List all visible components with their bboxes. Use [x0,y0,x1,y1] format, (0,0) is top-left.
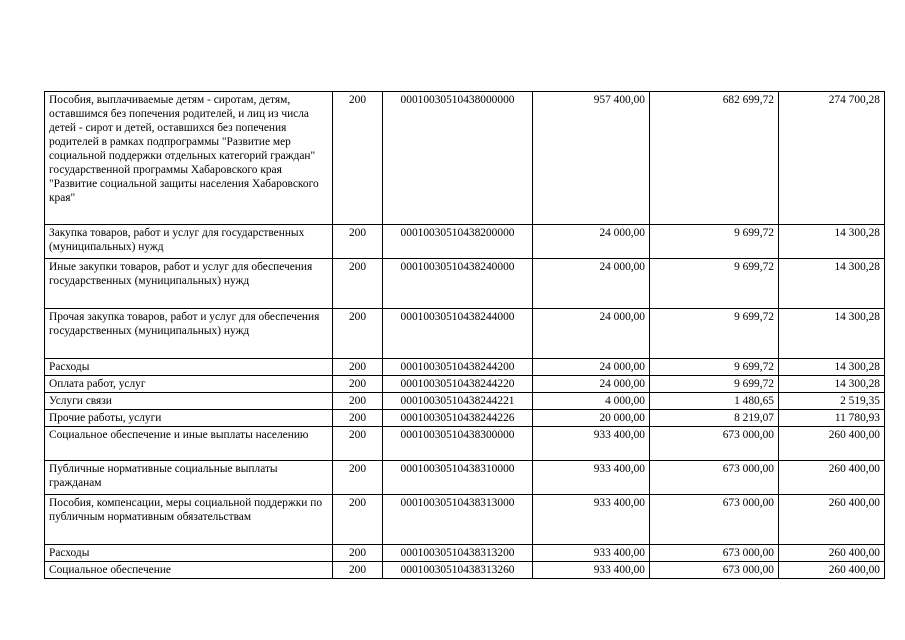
row-executed-amount: 9 699,72 [650,259,779,309]
row-line-code: 200 [333,461,383,495]
row-approved-amount: 24 000,00 [533,376,650,393]
row-classification-code: 00010030510438313000 [383,495,533,545]
table-row [45,309,885,359]
table-row [45,376,885,393]
row-classification-code: 00010030510438200000 [383,225,533,259]
table-row [45,393,885,410]
row-classification-code: 00010030510438000000 [383,92,533,225]
row-unexecuted-amount: 274 700,28 [779,92,885,225]
row-executed-amount: 9 699,72 [650,359,779,376]
row-approved-amount: 933 400,00 [533,461,650,495]
row-classification-code: 00010030510438244220 [383,376,533,393]
row-approved-amount: 957 400,00 [533,92,650,225]
table-row [45,225,885,259]
table-row [45,495,885,545]
row-executed-amount: 9 699,72 [650,309,779,359]
row-unexecuted-amount: 260 400,00 [779,461,885,495]
row-name: Прочая закупка товаров, работ и услуг для обеспечения государственных (муниципальных) нужд [45,309,333,359]
row-line-code: 200 [333,259,383,309]
budget-execution-table [44,91,885,579]
row-approved-amount: 24 000,00 [533,259,650,309]
table-row [45,410,885,427]
row-classification-code: 00010030510438240000 [383,259,533,309]
row-name: Пособия, выплачиваемые детям - сиротам, детям, оставшимся без попечения родителей, и лиц из числа детей - сирот и детей, оставшихся без попечения родителей в рамках подпрограммы "Развитие мер социальной поддержки отдельных категорий граждан" государственной программы Хабаровского края "Развитие социальной защиты населения Хабаровского края" [45,92,333,225]
row-name: Пособия, компенсации, меры социальной поддержки по публичным нормативным обязательствам [45,495,333,545]
row-line-code: 200 [333,92,383,225]
row-executed-amount: 682 699,72 [650,92,779,225]
row-name: Услуги связи [45,393,333,410]
row-name: Социальное обеспечение [45,562,333,579]
row-line-code: 200 [333,427,383,461]
row-line-code: 200 [333,545,383,562]
row-executed-amount: 9 699,72 [650,225,779,259]
row-executed-amount: 673 000,00 [650,545,779,562]
row-unexecuted-amount: 260 400,00 [779,562,885,579]
row-unexecuted-amount: 14 300,28 [779,259,885,309]
row-approved-amount: 933 400,00 [533,545,650,562]
row-unexecuted-amount: 14 300,28 [779,376,885,393]
row-unexecuted-amount: 260 400,00 [779,545,885,562]
row-classification-code: 00010030510438300000 [383,427,533,461]
row-approved-amount: 20 000,00 [533,410,650,427]
row-unexecuted-amount: 14 300,28 [779,309,885,359]
row-approved-amount: 24 000,00 [533,309,650,359]
row-line-code: 200 [333,309,383,359]
row-classification-code: 00010030510438244000 [383,309,533,359]
row-unexecuted-amount: 2 519,35 [779,393,885,410]
row-name: Закупка товаров, работ и услуг для государственных (муниципальных) нужд [45,225,333,259]
table-row [45,562,885,579]
row-approved-amount: 24 000,00 [533,225,650,259]
table-row [45,259,885,309]
row-line-code: 200 [333,225,383,259]
row-unexecuted-amount: 14 300,28 [779,359,885,376]
row-classification-code: 00010030510438313200 [383,545,533,562]
row-line-code: 200 [333,359,383,376]
row-line-code: 200 [333,376,383,393]
row-unexecuted-amount: 11 780,93 [779,410,885,427]
row-line-code: 200 [333,562,383,579]
row-name: Прочие работы, услуги [45,410,333,427]
table-row [45,427,885,461]
row-approved-amount: 4 000,00 [533,393,650,410]
row-approved-amount: 933 400,00 [533,427,650,461]
row-line-code: 200 [333,495,383,545]
row-classification-code: 00010030510438310000 [383,461,533,495]
row-executed-amount: 673 000,00 [650,427,779,461]
row-line-code: 200 [333,393,383,410]
row-classification-code: 00010030510438244226 [383,410,533,427]
row-name: Иные закупки товаров, работ и услуг для обеспечения государственных (муниципальных) нужд [45,259,333,309]
row-name: Социальное обеспечение и иные выплаты населению [45,427,333,461]
table-row [45,92,885,225]
row-approved-amount: 933 400,00 [533,495,650,545]
row-name: Расходы [45,545,333,562]
row-unexecuted-amount: 260 400,00 [779,495,885,545]
row-unexecuted-amount: 260 400,00 [779,427,885,461]
row-name: Расходы [45,359,333,376]
row-executed-amount: 8 219,07 [650,410,779,427]
row-approved-amount: 24 000,00 [533,359,650,376]
row-executed-amount: 673 000,00 [650,562,779,579]
row-classification-code: 00010030510438244200 [383,359,533,376]
table-row [45,545,885,562]
row-unexecuted-amount: 14 300,28 [779,225,885,259]
row-line-code: 200 [333,410,383,427]
row-executed-amount: 9 699,72 [650,376,779,393]
row-executed-amount: 1 480,65 [650,393,779,410]
row-classification-code: 00010030510438313260 [383,562,533,579]
table-row [45,461,885,495]
row-approved-amount: 933 400,00 [533,562,650,579]
row-name: Публичные нормативные социальные выплаты гражданам [45,461,333,495]
row-executed-amount: 673 000,00 [650,461,779,495]
row-classification-code: 00010030510438244221 [383,393,533,410]
row-executed-amount: 673 000,00 [650,495,779,545]
row-name: Оплата работ, услуг [45,376,333,393]
table-row [45,359,885,376]
